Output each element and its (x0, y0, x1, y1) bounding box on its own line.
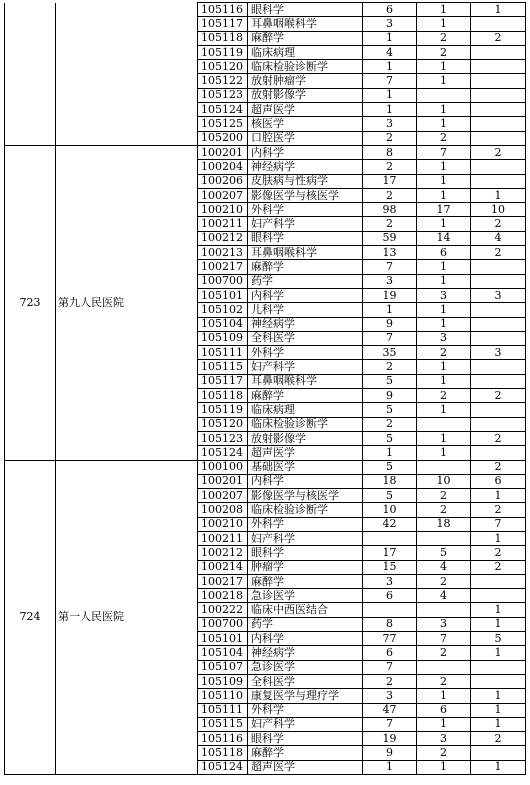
program-name-cell: 眼科学 (248, 231, 363, 245)
count1-cell: 1 (363, 88, 417, 102)
count3-cell: 10 (471, 203, 526, 217)
program-name-cell: 外科学 (248, 346, 363, 360)
count1-cell: 3 (363, 574, 417, 588)
count3-cell: 1 (471, 646, 526, 660)
program-code-cell: 100217 (198, 260, 248, 274)
count1-cell: 98 (363, 203, 417, 217)
program-name-cell: 耳鼻咽喉科学 (248, 374, 363, 388)
program-code-cell: 105120 (198, 417, 248, 431)
program-code-cell: 105111 (198, 346, 248, 360)
program-name-cell: 临床检验诊断学 (248, 60, 363, 74)
program-name-cell: 全科医学 (248, 674, 363, 688)
program-code-cell: 105104 (198, 646, 248, 660)
count2-cell: 2 (417, 503, 471, 517)
count1-cell: 15 (363, 560, 417, 574)
count3-cell: 1 (471, 489, 526, 503)
program-code-cell: 105111 (198, 703, 248, 717)
count3-cell: 2 (471, 546, 526, 560)
count1-cell: 1 (363, 303, 417, 317)
program-name-cell: 内科学 (248, 632, 363, 646)
institution-name-cell: 第一人民医院 (56, 460, 198, 775)
count3-cell: 1 (471, 531, 526, 545)
count2-cell: 1 (417, 689, 471, 703)
program-name-cell: 超声医学 (248, 103, 363, 117)
program-name-cell: 药学 (248, 617, 363, 631)
program-code-cell: 105117 (198, 374, 248, 388)
count2-cell: 2 (417, 389, 471, 403)
count1-cell: 7 (363, 260, 417, 274)
count3-cell (471, 117, 526, 131)
program-code-cell: 100201 (198, 474, 248, 488)
count2-cell: 7 (417, 145, 471, 159)
count2-cell: 2 (417, 674, 471, 688)
program-name-cell: 皮肤病与性病学 (248, 174, 363, 188)
program-name-cell: 药学 (248, 274, 363, 288)
count3-cell: 5 (471, 632, 526, 646)
program-name-cell: 临床检验诊断学 (248, 417, 363, 431)
program-name-cell: 放射影像学 (248, 88, 363, 102)
count3-cell: 2 (471, 389, 526, 403)
count3-cell: 2 (471, 31, 526, 45)
count3-cell: 3 (471, 288, 526, 302)
program-name-cell: 耳鼻咽喉科学 (248, 246, 363, 260)
count3-cell: 6 (471, 474, 526, 488)
count1-cell: 8 (363, 145, 417, 159)
program-name-cell: 临床检验诊断学 (248, 503, 363, 517)
program-code-cell: 100211 (198, 531, 248, 545)
program-name-cell: 超声医学 (248, 446, 363, 460)
count2-cell: 6 (417, 703, 471, 717)
count2-cell: 4 (417, 589, 471, 603)
count3-cell: 2 (471, 246, 526, 260)
program-code-cell: 105101 (198, 632, 248, 646)
program-code-cell: 105123 (198, 431, 248, 445)
count2-cell: 3 (417, 288, 471, 302)
count2-cell: 1 (417, 760, 471, 774)
program-code-cell: 105124 (198, 760, 248, 774)
count2-cell: 2 (417, 346, 471, 360)
count3-cell: 7 (471, 517, 526, 531)
count1-cell (363, 531, 417, 545)
count1-cell: 2 (363, 160, 417, 174)
program-name-cell: 外科学 (248, 703, 363, 717)
count3-cell (471, 660, 526, 674)
count1-cell: 4 (363, 45, 417, 59)
table-row (5, 145, 526, 159)
program-name-cell: 妇产科学 (248, 531, 363, 545)
count2-cell: 2 (417, 489, 471, 503)
count1-cell: 5 (363, 460, 417, 474)
count1-cell: 2 (363, 131, 417, 145)
count3-cell: 1 (471, 603, 526, 617)
count1-cell: 19 (363, 288, 417, 302)
count2-cell: 4 (417, 560, 471, 574)
count2-cell: 1 (417, 117, 471, 131)
program-code-cell: 105101 (198, 288, 248, 302)
count3-cell (471, 174, 526, 188)
program-name-cell: 急诊医学 (248, 660, 363, 674)
program-code-cell: 105124 (198, 446, 248, 460)
program-code-cell: 105109 (198, 331, 248, 345)
program-name-cell: 妇产科学 (248, 717, 363, 731)
program-code-cell: 100212 (198, 231, 248, 245)
program-code-cell: 105118 (198, 746, 248, 760)
program-name-cell: 神经病学 (248, 317, 363, 331)
program-name-cell: 临床病理 (248, 45, 363, 59)
program-code-cell: 100214 (198, 560, 248, 574)
count2-cell: 2 (417, 45, 471, 59)
count2-cell: 1 (417, 174, 471, 188)
program-code-cell: 105116 (198, 732, 248, 746)
count3-cell (471, 589, 526, 603)
count2-cell: 3 (417, 331, 471, 345)
count1-cell: 2 (363, 417, 417, 431)
count1-cell: 1 (363, 446, 417, 460)
count3-cell: 1 (471, 689, 526, 703)
count3-cell: 2 (471, 145, 526, 159)
count1-cell: 17 (363, 546, 417, 560)
table-row (5, 3, 526, 17)
program-code-cell: 105117 (198, 17, 248, 31)
count1-cell: 1 (363, 760, 417, 774)
count2-cell: 18 (417, 517, 471, 531)
count2-cell: 10 (417, 474, 471, 488)
count1-cell: 3 (363, 274, 417, 288)
program-code-cell: 105115 (198, 717, 248, 731)
program-code-cell: 100208 (198, 503, 248, 517)
program-code-cell: 105118 (198, 389, 248, 403)
program-code-cell: 105119 (198, 45, 248, 59)
count3-cell (471, 274, 526, 288)
program-name-cell: 急诊医学 (248, 589, 363, 603)
program-code-cell: 105120 (198, 60, 248, 74)
count2-cell: 1 (417, 17, 471, 31)
count1-cell: 9 (363, 389, 417, 403)
count3-cell (471, 417, 526, 431)
count2-cell (417, 417, 471, 431)
count3-cell (471, 160, 526, 174)
program-code-cell: 105102 (198, 303, 248, 317)
count2-cell: 17 (417, 203, 471, 217)
program-name-cell: 麻醉学 (248, 389, 363, 403)
count3-cell: 1 (471, 703, 526, 717)
count1-cell: 6 (363, 3, 417, 17)
count2-cell: 1 (417, 446, 471, 460)
count1-cell: 7 (363, 74, 417, 88)
count2-cell: 1 (417, 431, 471, 445)
program-name-cell: 神经病学 (248, 646, 363, 660)
program-name-cell: 外科学 (248, 203, 363, 217)
count3-cell: 1 (471, 188, 526, 202)
program-name-cell: 核医学 (248, 117, 363, 131)
program-name-cell: 麻醉学 (248, 746, 363, 760)
program-name-cell: 妇产科学 (248, 360, 363, 374)
count1-cell: 7 (363, 717, 417, 731)
program-code-cell: 105109 (198, 674, 248, 688)
count1-cell: 19 (363, 732, 417, 746)
table-body (5, 3, 526, 775)
count1-cell: 77 (363, 632, 417, 646)
count1-cell: 8 (363, 617, 417, 631)
count2-cell: 14 (417, 231, 471, 245)
program-code-cell: 105125 (198, 117, 248, 131)
count3-cell: 4 (471, 231, 526, 245)
count2-cell: 6 (417, 246, 471, 260)
program-name-cell: 妇产科学 (248, 217, 363, 231)
count3-cell (471, 317, 526, 331)
count1-cell: 9 (363, 746, 417, 760)
program-name-cell: 内科学 (248, 145, 363, 159)
count3-cell (471, 360, 526, 374)
count3-cell (471, 446, 526, 460)
count1-cell: 7 (363, 331, 417, 345)
program-code-cell: 105123 (198, 88, 248, 102)
program-code-cell: 105200 (198, 131, 248, 145)
count3-cell (471, 674, 526, 688)
count1-cell: 2 (363, 674, 417, 688)
count3-cell (471, 260, 526, 274)
program-code-cell: 100210 (198, 517, 248, 531)
program-name-cell: 耳鼻咽喉科学 (248, 17, 363, 31)
program-name-cell: 放射肿瘤学 (248, 74, 363, 88)
program-code-cell: 100222 (198, 603, 248, 617)
count1-cell: 3 (363, 117, 417, 131)
count2-cell (417, 460, 471, 474)
count3-cell (471, 746, 526, 760)
count2-cell: 1 (417, 274, 471, 288)
program-name-cell: 放射影像学 (248, 431, 363, 445)
count1-cell: 1 (363, 60, 417, 74)
count1-cell: 13 (363, 246, 417, 260)
program-name-cell: 影像医学与核医学 (248, 489, 363, 503)
count1-cell: 18 (363, 474, 417, 488)
program-code-cell: 100210 (198, 203, 248, 217)
count2-cell: 1 (417, 717, 471, 731)
program-code-cell: 100204 (198, 160, 248, 174)
count1-cell: 17 (363, 174, 417, 188)
program-name-cell: 影像医学与核医学 (248, 188, 363, 202)
institution-name-cell: 第九人民医院 (56, 145, 198, 460)
count2-cell (417, 660, 471, 674)
count2-cell (417, 603, 471, 617)
program-code-cell: 100207 (198, 188, 248, 202)
count2-cell: 1 (417, 188, 471, 202)
program-name-cell: 肿瘤学 (248, 560, 363, 574)
count1-cell (363, 603, 417, 617)
count3-cell (471, 45, 526, 59)
program-code-cell: 100207 (198, 489, 248, 503)
count1-cell: 9 (363, 317, 417, 331)
program-code-cell: 105104 (198, 317, 248, 331)
count2-cell: 1 (417, 360, 471, 374)
count3-cell: 2 (471, 217, 526, 231)
program-name-cell: 临床病理 (248, 403, 363, 417)
count2-cell: 1 (417, 60, 471, 74)
count1-cell: 5 (363, 374, 417, 388)
count3-cell: 1 (471, 760, 526, 774)
count2-cell: 1 (417, 103, 471, 117)
program-code-cell: 100218 (198, 589, 248, 603)
count1-cell: 2 (363, 188, 417, 202)
count2-cell: 2 (417, 746, 471, 760)
program-code-cell: 105124 (198, 103, 248, 117)
count3-cell: 3 (471, 346, 526, 360)
count2-cell: 1 (417, 217, 471, 231)
count2-cell: 1 (417, 74, 471, 88)
count2-cell: 5 (417, 546, 471, 560)
program-name-cell: 麻醉学 (248, 574, 363, 588)
count1-cell: 3 (363, 17, 417, 31)
count2-cell: 1 (417, 303, 471, 317)
program-name-cell: 临床中西医结合 (248, 603, 363, 617)
count2-cell: 2 (417, 646, 471, 660)
count3-cell (471, 331, 526, 345)
count2-cell: 1 (417, 374, 471, 388)
count1-cell: 10 (363, 503, 417, 517)
count3-cell: 2 (471, 431, 526, 445)
program-code-cell: 105116 (198, 3, 248, 17)
count2-cell (417, 88, 471, 102)
count2-cell: 7 (417, 632, 471, 646)
count2-cell: 2 (417, 574, 471, 588)
count3-cell: 2 (471, 460, 526, 474)
program-name-cell: 全科医学 (248, 331, 363, 345)
count1-cell: 6 (363, 589, 417, 603)
program-name-cell: 眼科学 (248, 546, 363, 560)
count3-cell: 1 (471, 3, 526, 17)
count3-cell: 2 (471, 560, 526, 574)
institution-code-cell: 723 (5, 145, 56, 460)
count2-cell: 1 (417, 260, 471, 274)
count3-cell (471, 374, 526, 388)
program-name-cell: 眼科学 (248, 732, 363, 746)
count2-cell: 1 (417, 317, 471, 331)
program-name-cell: 外科学 (248, 517, 363, 531)
program-code-cell: 100213 (198, 246, 248, 260)
program-name-cell: 麻醉学 (248, 260, 363, 274)
count2-cell: 1 (417, 403, 471, 417)
count1-cell: 3 (363, 689, 417, 703)
count3-cell (471, 131, 526, 145)
count3-cell (471, 60, 526, 74)
count2-cell: 3 (417, 617, 471, 631)
program-code-cell: 100700 (198, 617, 248, 631)
count1-cell: 42 (363, 517, 417, 531)
program-name-cell: 康复医学与理疗学 (248, 689, 363, 703)
program-code-cell: 100211 (198, 217, 248, 231)
program-code-cell: 100201 (198, 145, 248, 159)
program-code-cell: 100217 (198, 574, 248, 588)
count2-cell: 1 (417, 160, 471, 174)
program-code-cell: 105110 (198, 689, 248, 703)
program-code-cell: 100700 (198, 274, 248, 288)
count1-cell: 35 (363, 346, 417, 360)
count3-cell (471, 88, 526, 102)
count1-cell: 2 (363, 217, 417, 231)
count3-cell (471, 574, 526, 588)
institution-code-cell: 724 (5, 460, 56, 775)
count3-cell: 2 (471, 503, 526, 517)
program-code-cell: 105122 (198, 74, 248, 88)
count1-cell: 7 (363, 660, 417, 674)
count2-cell (417, 531, 471, 545)
count3-cell (471, 103, 526, 117)
count3-cell (471, 74, 526, 88)
count3-cell (471, 403, 526, 417)
institution-code-cell (5, 3, 56, 146)
institution-name-cell (56, 3, 198, 146)
count3-cell: 1 (471, 717, 526, 731)
program-name-cell: 超声医学 (248, 760, 363, 774)
count1-cell: 47 (363, 703, 417, 717)
count1-cell: 5 (363, 431, 417, 445)
count3-cell (471, 303, 526, 317)
program-name-cell: 儿科学 (248, 303, 363, 317)
program-name-cell: 神经病学 (248, 160, 363, 174)
program-code-cell: 105119 (198, 403, 248, 417)
program-code-cell: 105118 (198, 31, 248, 45)
table-row (5, 460, 526, 474)
program-name-cell: 内科学 (248, 474, 363, 488)
program-code-cell: 100212 (198, 546, 248, 560)
program-name-cell: 口腔医学 (248, 131, 363, 145)
count1-cell: 6 (363, 646, 417, 660)
count2-cell: 3 (417, 732, 471, 746)
count3-cell: 1 (471, 617, 526, 631)
count3-cell: 2 (471, 732, 526, 746)
count1-cell: 2 (363, 360, 417, 374)
program-code-cell: 105115 (198, 360, 248, 374)
count1-cell: 5 (363, 489, 417, 503)
count2-cell: 1 (417, 3, 471, 17)
count1-cell: 1 (363, 103, 417, 117)
count1-cell: 5 (363, 403, 417, 417)
program-code-cell: 100206 (198, 174, 248, 188)
count1-cell: 1 (363, 31, 417, 45)
count2-cell: 2 (417, 31, 471, 45)
program-name-cell: 眼科学 (248, 3, 363, 17)
program-code-cell: 105107 (198, 660, 248, 674)
count3-cell (471, 17, 526, 31)
program-name-cell: 麻醉学 (248, 31, 363, 45)
program-code-cell: 100100 (198, 460, 248, 474)
count2-cell: 2 (417, 131, 471, 145)
program-name-cell: 内科学 (248, 288, 363, 302)
enrollment-table (4, 2, 526, 775)
count1-cell: 59 (363, 231, 417, 245)
program-name-cell: 基础医学 (248, 460, 363, 474)
